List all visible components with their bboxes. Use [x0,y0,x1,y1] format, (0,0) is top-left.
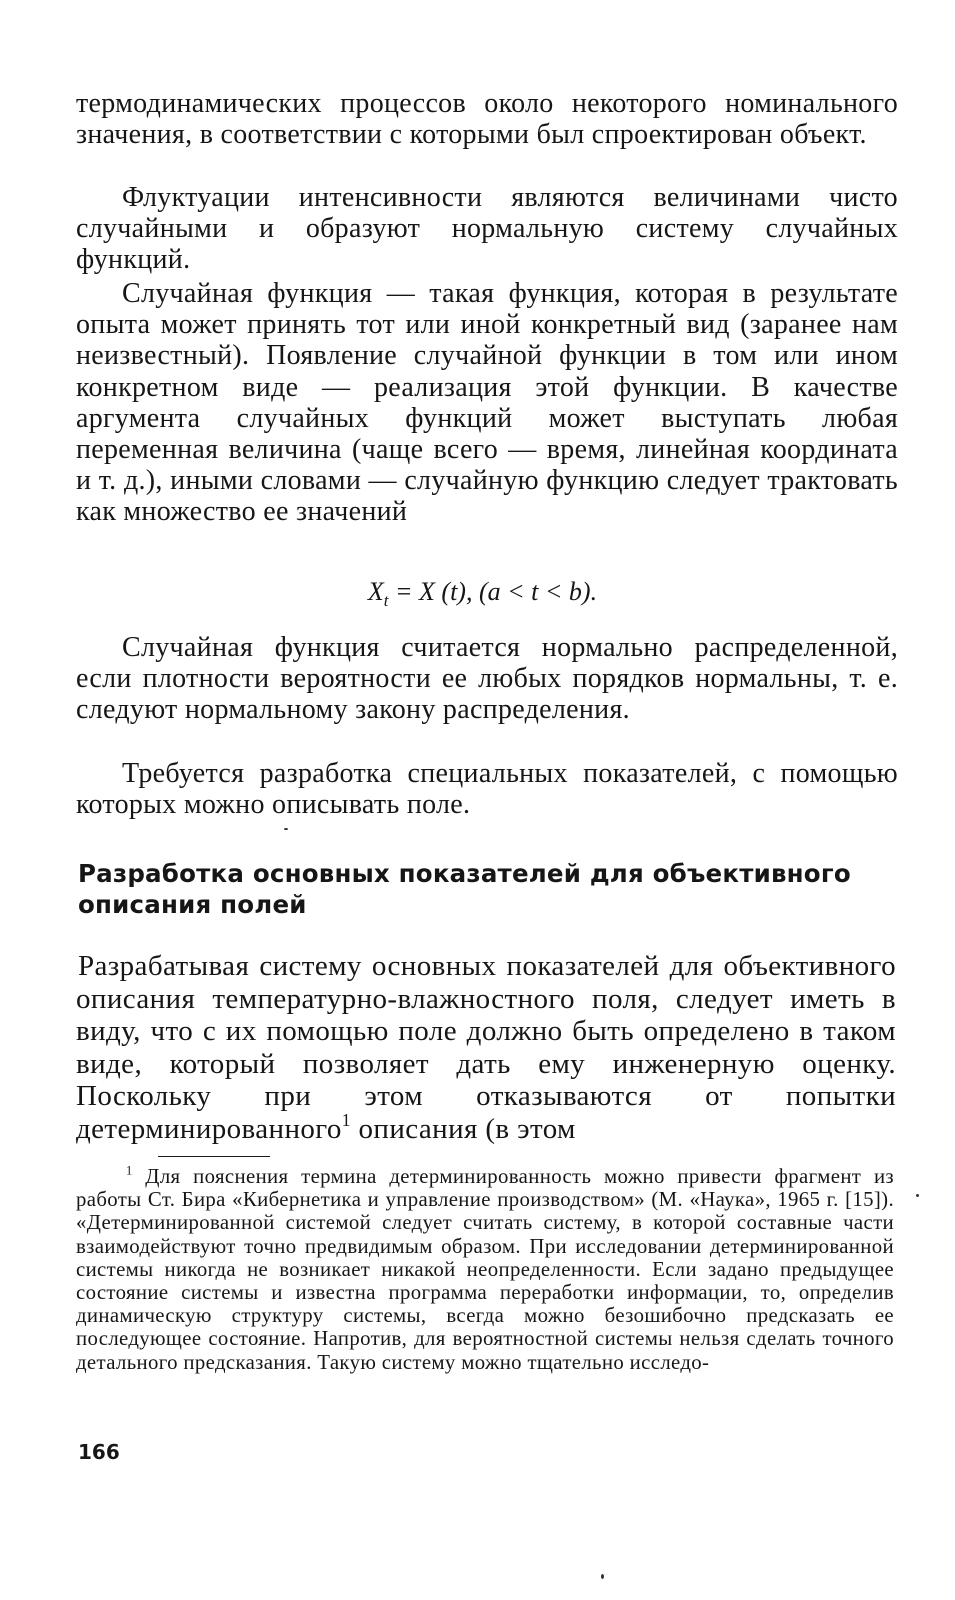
formula [0,576,955,617]
paragraph-fluctuations: Флуктуации интенсивности являются величинами чисто случайными и образуют нормальную систему случайных функций. [76,182,898,276]
paragraph-normal-distribution: Случайная функция считается нормально распределенной, если плотности вероятности ее любых порядков нормальны, т. е. следуют нормальному закону распределения. [76,632,898,726]
print-speck [916,1194,919,1197]
section-text-part-1: Разрабатывая систему основных показателей для объективного описания температурно-влажностного поля, следует иметь в виду, что с их помощью поле должно быть определено в таком виде, который позволяет дать ему инженерную оценку. Поскольку при этом отказываются от попытки детерминированного [76,950,896,1145]
section-paragraph [76,950,896,1146]
footnote-separator [158,1156,270,1157]
paragraph-requirement: Требуется разработка специальных показателей, с помощью которых можно описывать поле. [76,758,898,821]
page-number: 166 [78,1440,120,1464]
formula-subscript: t [383,591,389,611]
footnote-reference: 1 [341,1109,351,1130]
paragraph-continuation: термодинамических процессов около некоторого номинального значения, в соответствии с которыми был спроектирован объект. [76,88,898,151]
footnote-text: Для пояснения термина детерминированность можно привести фрагмент из работы Ст. Бира «Кибернетика и управление производством» (М. «Наука», 1965 г. [15]). «Детерминированной системой следует считать систему, в которой составные части взаимодействуют точно предвидимым образом. При исследовании детерминированной системы никогда не возникает никакой неопределенности. Если задано предыдущее состояние системы и известна программа переработки информации, то, определив динамическую структуру системы, всегда можно безошибочно предсказать ее последующее состояние. Напротив, для вероятностной системы нельзя сделать точного детального предсказания. Такую систему можно тщательно исследо- [76,1165,894,1374]
print-speck [601,1574,604,1579]
section-text-part-2: описания (в этом [350,1112,576,1145]
footnote-marker: 1 [126,1163,133,1178]
formula-lhs: X [367,577,384,606]
print-speck [284,828,288,830]
formula-rhs: = X (t), (a < t < b). [388,577,598,606]
footnote [76,1165,894,1374]
section-heading: Разработка основных показателей для объективного описания полей [78,859,851,919]
paragraph-random-function: Случайная функция — такая функция, которая в результате опыта может принять тот или иной конкретный вид (заранее нам неизвестный). Появление случайной функции в том или ином конкретном виде — реализация этой функции. В качестве аргумента случайных функций может выступать любая переменная величина (чаще всего — время, линейная координата и т. д.), иными словами — случайную функцию следует трактовать как множество ее значений [76,278,898,528]
